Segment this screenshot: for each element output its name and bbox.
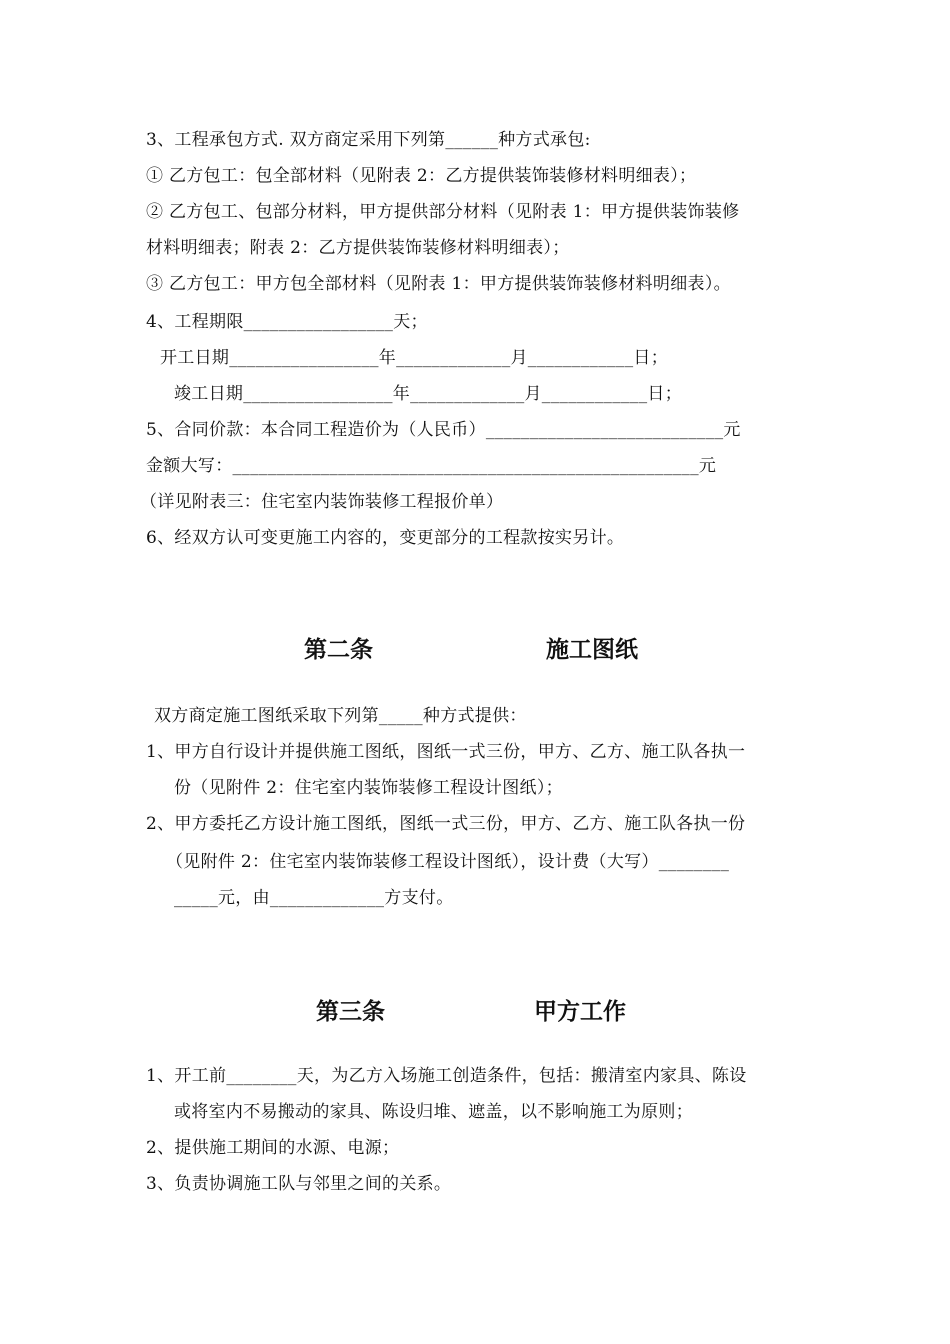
clause-duration: 4、工程期限_________________天；	[146, 312, 428, 332]
article-3-title: 甲方工作	[534, 999, 626, 1025]
quote-reference: （详见附表三：住宅室内装饰装修工程报价单）	[140, 492, 504, 512]
article-3-item-3: 3、负责协调施工队与邻里之间的关系。	[146, 1174, 452, 1194]
article-2-title: 施工图纸	[546, 637, 638, 663]
start-date-line: 开工日期_________________年_____________月____________日；	[160, 348, 668, 368]
amount-in-words: 金额大写：_____________________________________________________元	[146, 456, 717, 476]
article-2-number: 第二条	[304, 637, 373, 663]
article-2-item-2-continued: （见附件 2：住宅室内装饰装修工程设计图纸），设计费（大写）________	[166, 852, 730, 872]
article-3-item-2: 2、提供施工期间的水源、电源；	[146, 1138, 400, 1158]
clause-contract-method: 3、工程承包方式. 双方商定采用下列第______种方式承包:	[146, 130, 591, 150]
clause-change-fees: 6、经双方认可变更施工内容的，变更部分的工程款按实另计。	[146, 528, 625, 548]
article-2-item-1: 1、甲方自行设计并提供施工图纸，图纸一式三份，甲方、乙方、施工队各执一	[146, 742, 746, 762]
article-2-item-1-continued: 份（见附件 2：住宅室内装饰装修工程设计图纸）；	[174, 778, 563, 798]
option-1: ① 乙方包工：包全部材料（见附表 2：乙方提供装饰装修材料明细表）；	[146, 166, 697, 186]
end-date-line: 竣工日期_________________年_____________月____________日；	[174, 384, 682, 404]
clause-contract-price: 5、合同价款：本合同工程造价为（人民币）___________________________元	[146, 420, 741, 440]
article-3-number: 第三条	[316, 999, 385, 1025]
option-2-continued: 材料明细表；附表 2：乙方提供装饰装修材料明细表）；	[146, 238, 570, 258]
option-3: ③ 乙方包工：甲方包全部材料（见附表 1：甲方提供装饰装修材料明细表）。	[146, 274, 731, 294]
option-2: ② 乙方包工、包部分材料，甲方提供部分材料（见附表 1：甲方提供装饰装修	[146, 202, 740, 222]
article-2-item-2: 2、甲方委托乙方设计施工图纸，图纸一式三份，甲方、乙方、施工队各执一份	[146, 814, 746, 834]
article-2-item-2-payment: _____元，由_____________方支付。	[174, 888, 454, 908]
article-3-item-1: 1、开工前________天，为乙方入场施工创造条件，包括：搬清室内家具、陈设	[146, 1066, 747, 1086]
article-3-item-1-continued: 或将室内不易搬动的家具、陈设归堆、遮盖，以不影响施工为原则；	[174, 1102, 693, 1122]
article-2-intro: 双方商定施工图纸采取下列第_____种方式提供：	[154, 706, 527, 726]
